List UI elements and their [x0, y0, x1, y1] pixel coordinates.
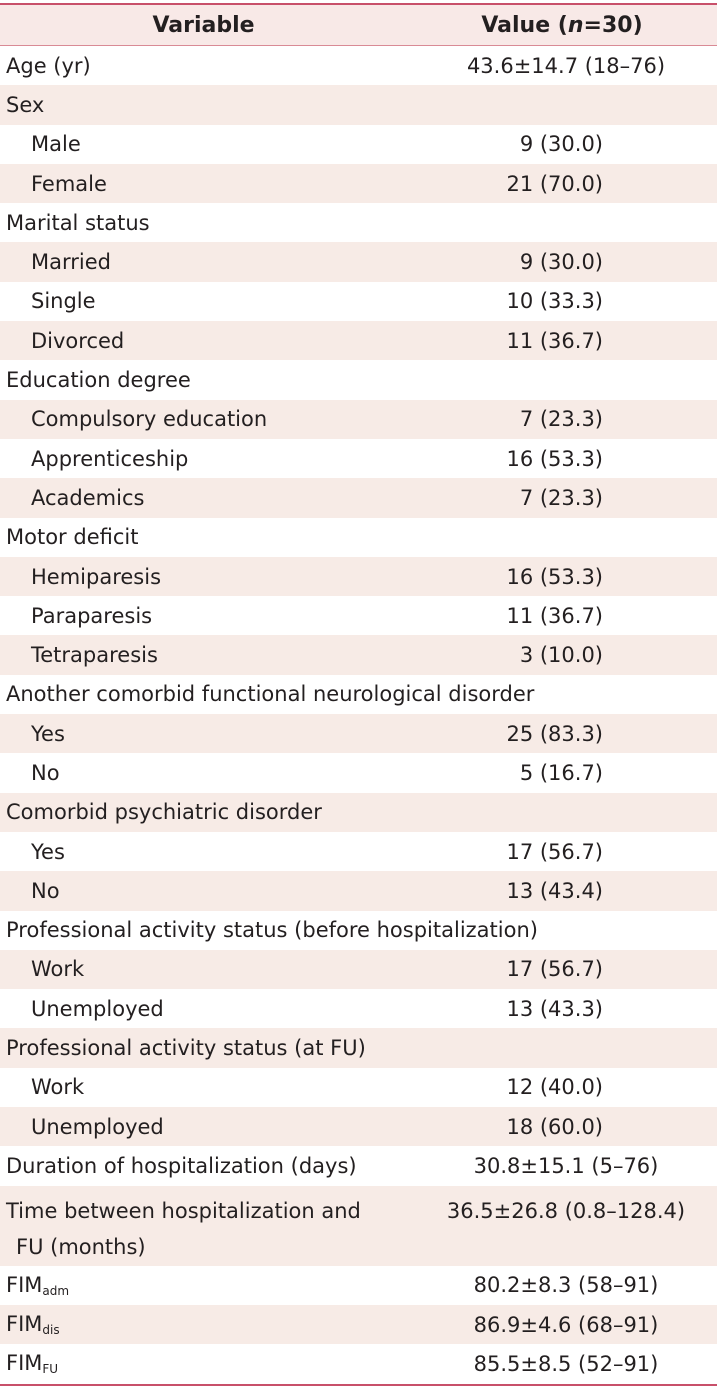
row-value: 85.5±8.5 (52–91) [473, 1351, 659, 1376]
table-row [0, 675, 717, 714]
table-row [0, 478, 717, 517]
header-value: Value (n=30) [481, 12, 643, 38]
row-label: Age (yr) [6, 53, 91, 78]
row-value: 12 (40.0) [506, 1075, 603, 1100]
row-label: Motor deficit [6, 525, 139, 550]
row-label: Duration of hospitalization (days) [6, 1153, 357, 1178]
row-label: Apprenticeship [31, 446, 189, 471]
row-value: 21 (70.0) [506, 171, 603, 196]
row-label: Yes [31, 721, 65, 746]
table-row [0, 203, 717, 242]
row-value: 5 (16.7) [519, 760, 603, 785]
table-row [0, 753, 717, 792]
table-row [0, 911, 717, 950]
row-value: 80.2±8.3 (58–91) [473, 1273, 659, 1298]
row-label: Professional activity status (before hospitalization) [6, 918, 538, 943]
table-row [0, 989, 717, 1028]
header-variable: Variable [152, 12, 255, 38]
row-label: Sex [6, 92, 45, 117]
table-row [0, 635, 717, 674]
table-row [0, 871, 717, 910]
row-label: Academics [31, 485, 145, 510]
table-row [0, 1146, 717, 1185]
row-value: 11 (36.7) [506, 328, 603, 353]
row-label: Unemployed [31, 996, 164, 1021]
table-row [0, 1305, 717, 1344]
table-row [0, 557, 717, 596]
table-row [0, 714, 717, 753]
table-row [0, 360, 717, 399]
row-value: 16 (53.3) [506, 564, 603, 589]
row-label-line1: Time between hospitalization and [6, 1198, 361, 1223]
row-label: Married [31, 250, 111, 275]
table-header [0, 5, 717, 46]
table-row [0, 1028, 717, 1067]
row-label: Divorced [31, 328, 125, 353]
table-row [0, 950, 717, 989]
row-value: 25 (83.3) [506, 721, 603, 746]
row-label: No [31, 760, 60, 785]
row-label: Tetraparesis [31, 643, 158, 668]
row-value: 11 (36.7) [506, 603, 603, 628]
table-row [0, 242, 717, 281]
table-row [0, 125, 717, 164]
row-label: Unemployed [31, 1114, 164, 1139]
row-label: Education degree [6, 368, 191, 393]
row-label: No [31, 878, 60, 903]
row-label: Compulsory education [31, 407, 268, 432]
row-value: 13 (43.4) [506, 878, 603, 903]
table-row [0, 400, 717, 439]
table-row [0, 282, 717, 321]
row-label: Female [31, 171, 107, 196]
row-label: $FIM_{adm}$ [6, 1272, 70, 1298]
characteristics-table [0, 3, 717, 1386]
row-label: Comorbid psychiatric disorder [6, 800, 322, 825]
table-row [0, 1266, 717, 1305]
row-label-line2: FU (months) [16, 1234, 146, 1259]
row-value: 86.9±4.6 (68–91) [473, 1312, 659, 1337]
table-row [0, 46, 717, 85]
row-label: Work [31, 1075, 85, 1100]
table-row [0, 439, 717, 478]
row-value: 36.5±26.8 (0.8–128.4) [446, 1198, 686, 1223]
row-label: Single [31, 289, 96, 314]
row-label: Marital status [6, 210, 150, 235]
row-value: 13 (43.3) [506, 996, 603, 1021]
row-label [0, 1186, 415, 1265]
row-label: Paraparesis [31, 603, 153, 628]
row-label: $FIM_{dis}$ [6, 1312, 60, 1338]
row-value: 9 (30.0) [519, 250, 603, 275]
row-label: Professional activity status (at FU) [6, 1036, 366, 1061]
table-row [0, 321, 717, 360]
table-row [0, 596, 717, 635]
row-label: Another comorbid functional neurological disorder [6, 682, 535, 707]
row-value: 16 (53.3) [506, 446, 603, 471]
table-row [0, 1344, 717, 1383]
table-row [0, 793, 717, 832]
bottom-rule [0, 1384, 717, 1386]
row-label: Work [31, 957, 85, 982]
table-row [0, 85, 717, 124]
table-row [0, 1068, 717, 1107]
row-value: 30.8±15.1 (5–76) [473, 1153, 659, 1178]
row-label: $FIM_{FU}$ [6, 1351, 59, 1377]
row-value: 7 (23.3) [519, 407, 603, 432]
row-value: 3 (10.0) [519, 643, 603, 668]
table-row [0, 1107, 717, 1146]
row-label: Hemiparesis [31, 564, 162, 589]
row-value: 7 (23.3) [519, 485, 603, 510]
table-row [0, 1186, 717, 1266]
row-value: 9 (30.0) [519, 132, 603, 157]
table-row [0, 164, 717, 203]
table-row [0, 832, 717, 871]
row-value: 17 (56.7) [506, 839, 603, 864]
row-label: Male [31, 132, 81, 157]
row-value: 43.6±14.7 (18–76) [466, 53, 666, 78]
table-row [0, 518, 717, 557]
row-value: 17 (56.7) [506, 957, 603, 982]
row-label: Yes [31, 839, 65, 864]
row-value: 18 (60.0) [506, 1114, 603, 1139]
row-value: 10 (33.3) [506, 289, 603, 314]
